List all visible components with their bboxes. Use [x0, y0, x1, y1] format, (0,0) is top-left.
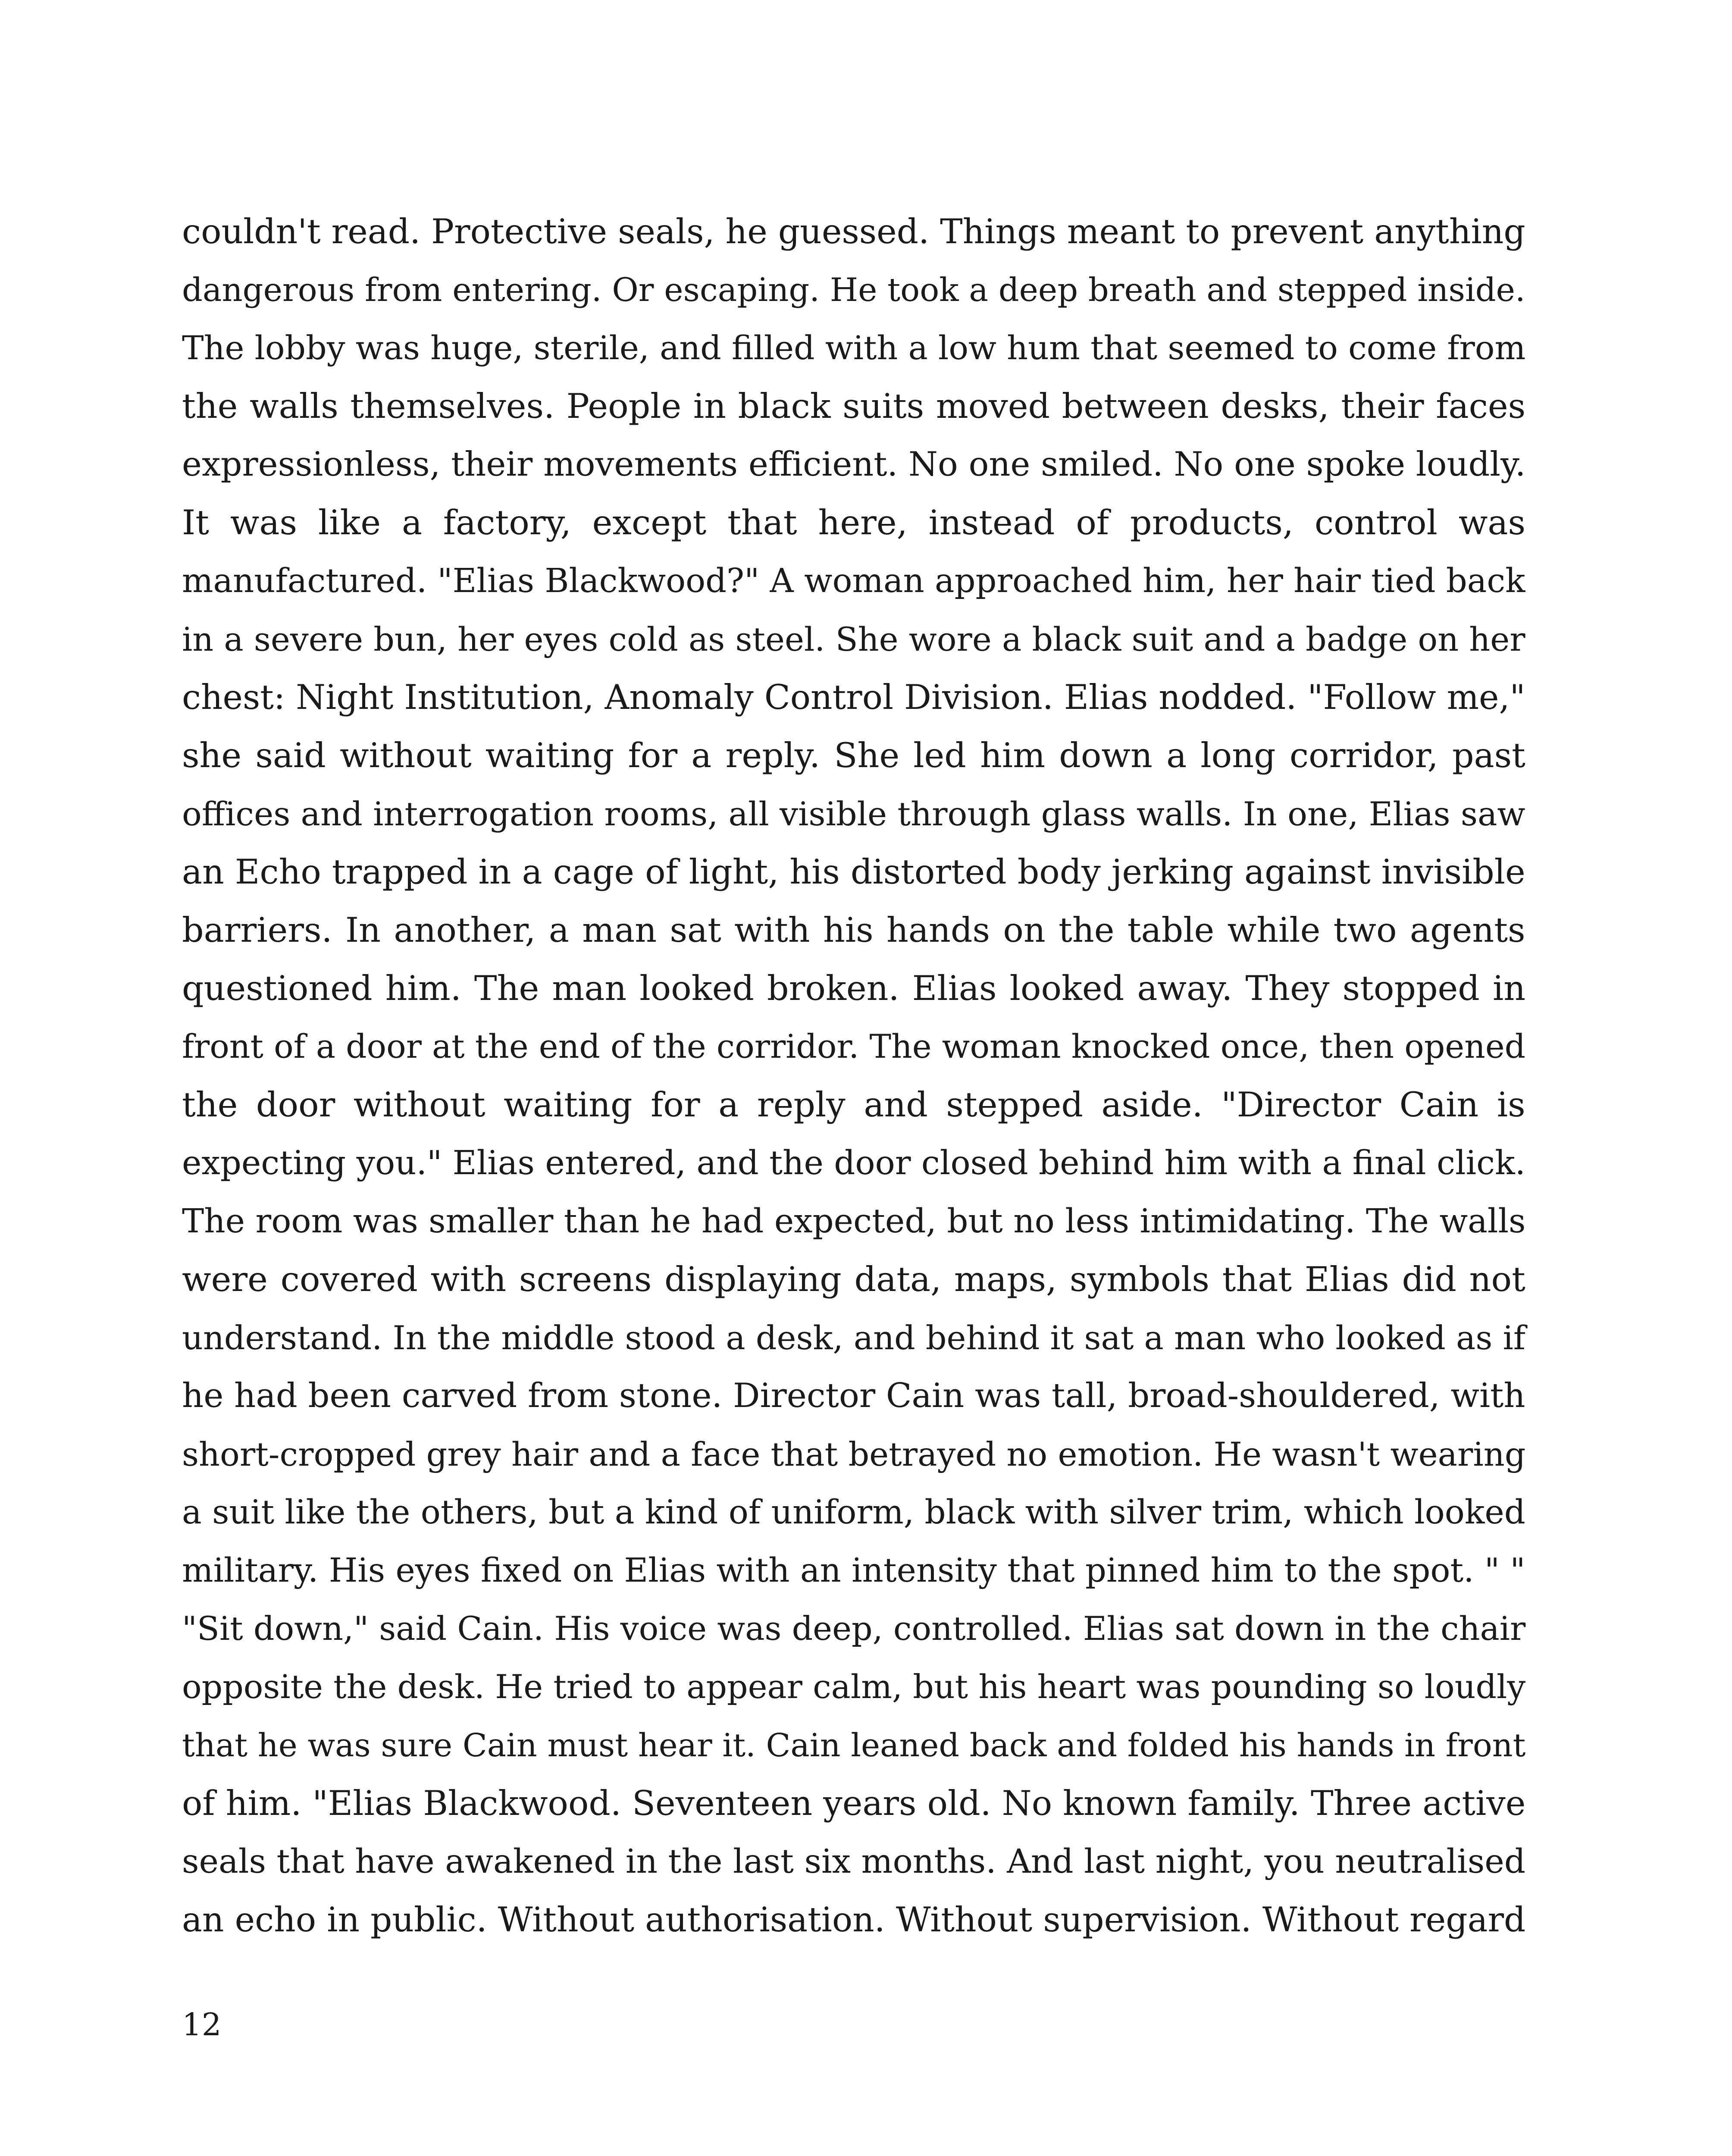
text-line: in a severe bun, her eyes cold as steel. She wore a black suit and a badge on her	[182, 620, 1525, 658]
text-line: offices and interrogation rooms, all visible through glass walls. In one, Elias saw	[182, 795, 1525, 833]
text-line: expressionless, their movements efficient. No one smiled. No one spoke loudly.	[182, 445, 1526, 484]
text-line: opposite the desk. He tried to appear calm, but his heart was pounding so loudly	[182, 1668, 1526, 1706]
page-number: 12	[182, 2006, 222, 2043]
text-line: that he was sure Cain must hear it. Cain leaned back and folded his hands in front	[182, 1727, 1526, 1764]
text-line: couldn't read. Protective seals, he guessed. Things meant to prevent anything	[182, 212, 1525, 251]
text-line: military. His eyes fixed on Elias with an intensity that pinned him to the spot. " "	[182, 1551, 1525, 1590]
text-line: "Sit down," said Cain. His voice was deep, controlled. Elias sat down in the chair	[182, 1610, 1526, 1648]
text-line: an echo in public. Without authorisation. Without supervision. Without regard	[182, 1900, 1526, 1940]
text-line: the walls themselves. People in black suits moved between desks, their faces	[182, 386, 1526, 426]
text-line: chest: Night Institution, Anomaly Control Division. Elias nodded. "Follow me,"	[182, 677, 1525, 717]
text-line: of him. "Elias Blackwood. Seventeen years old. No known family. Three active	[182, 1783, 1526, 1823]
text-line: were covered with screens displaying data, maps, symbols that Elias did not	[182, 1260, 1525, 1299]
text-line: It was like a factory, except that here, instead of products, control was	[182, 503, 1526, 542]
text-line: she said without waiting for a reply. She led him down a long corridor, past	[182, 736, 1525, 775]
text-line: The lobby was huge, sterile, and filled with a low hum that seemed to come from	[182, 329, 1526, 367]
text-line: questioned him. The man looked broken. Elias looked away. They stopped in	[182, 968, 1526, 1008]
body-text	[182, 203, 1525, 1949]
text-line: an Echo trapped in a cage of light, his distorted body jerking against invisible	[182, 852, 1525, 892]
text-line: manufactured. "Elias Blackwood?" A woman approached him, her hair tied back	[182, 562, 1525, 600]
text-line: a suit like the others, but a kind of uniform, black with silver trim, which looked	[182, 1493, 1525, 1532]
text-line: front of a door at the end of the corridor. The woman knocked once, then opened	[182, 1028, 1526, 1065]
text-line: The room was smaller than he had expected, but no less intimidating. The walls	[182, 1202, 1526, 1241]
text-line: understand. In the middle stood a desk, and behind it sat a man who looked as if	[182, 1319, 1525, 1357]
text-line: seals that have awakened in the last six months. And last night, you neutralised	[182, 1843, 1525, 1881]
text-line: he had been carved from stone. Director Cain was tall, broad-shouldered, with	[182, 1376, 1525, 1415]
text-line: barriers. In another, a man sat with his hands on the table while two agents	[182, 910, 1525, 950]
text-line: dangerous from entering. Or escaping. He took a deep breath and stepped inside.	[182, 271, 1525, 309]
text-line: short-cropped grey hair and a face that betrayed no emotion. He wasn't wearing	[182, 1435, 1526, 1473]
text-line: expecting you." Elias entered, and the door closed behind him with a final click.	[182, 1144, 1525, 1182]
text-line: the door without waiting for a reply and stepped aside. "Director Cain is	[182, 1085, 1525, 1125]
